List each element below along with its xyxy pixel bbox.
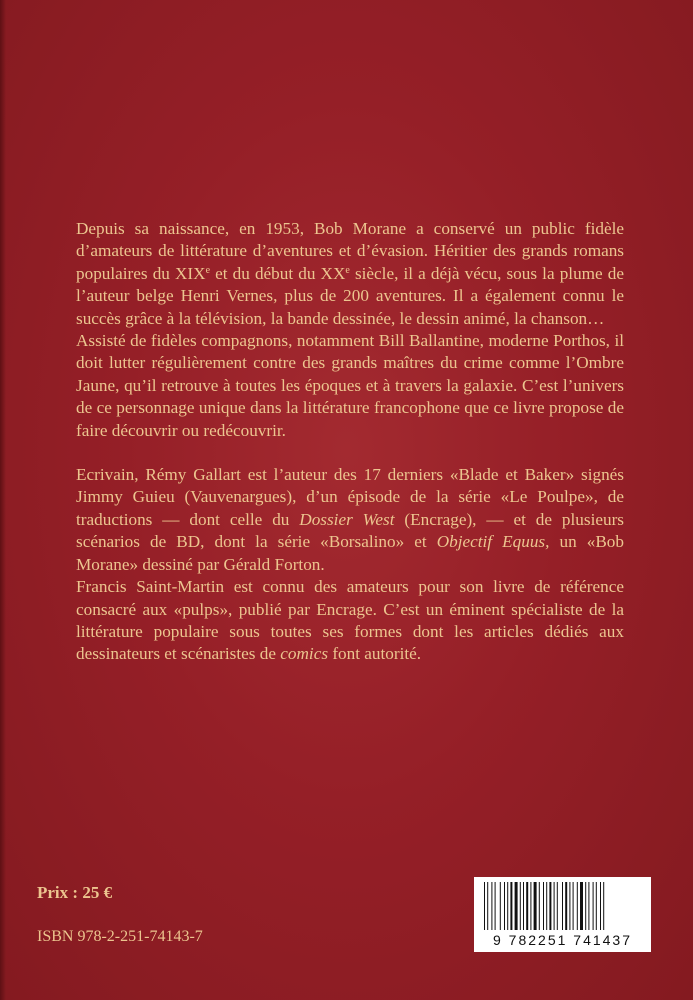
intro-text-1: Depuis sa naissance, en 1953, Bob Morane a conservé un public fidèle d’amateurs de littérature d’aventures et d’évasion. Héritier des grands romans populaires du XIX: [76, 219, 624, 283]
paragraph-intro: [76, 218, 624, 330]
barcode-bar: [543, 882, 544, 930]
barcode-bar: [504, 882, 505, 930]
century-superscript-2: e: [345, 264, 350, 276]
barcode-bar: [569, 882, 570, 930]
gallart-text-1: Ecrivain, Rémy Gallart est l’auteur des 17 derniers «Blade et Baker» signés Jimmy Guieu (Vauvenargues), d’un épisode de la série «Le Poulpe», de traductions — dont celle du: [76, 465, 624, 529]
barcode-bar: [546, 882, 547, 930]
saint-martin-comics: comics: [280, 644, 329, 664]
barcode-bar: [510, 882, 512, 930]
barcode-bar: [580, 882, 583, 930]
gallart-text-2: (Encrage), — et de plusieurs scénarios de BD, dont la série «Borsalino» et: [76, 509, 624, 552]
barcode-bar: [500, 882, 501, 930]
barcode-bar: [507, 882, 508, 930]
barcode-bar: [593, 882, 594, 930]
barcode: [474, 877, 651, 952]
barcode-bar: [534, 882, 537, 930]
saint-martin-text-2: font autorité.: [328, 644, 422, 664]
barcode-bar: [557, 882, 558, 930]
barcode-bar: [484, 882, 485, 930]
paragraph-companions: Assisté de fidèles compagnons, notamment Bill Ballantine, moderne Porthos, il doit lutter régulièrement contre des grands maîtres du crime comme l’Ombre Jaune, qu’il retrouve à toutes les époques et à travers la galaxie. C’est l’univers de ce personnage unique dans la littérature francophone que ce livre propose de faire découvrir ou redécouvrir.: [76, 331, 624, 440]
century-superscript-1: e: [205, 264, 211, 276]
gallart-text-3: un «Bob Morane» dessiné par Gérald Forton.: [76, 532, 624, 574]
barcode-bars: [482, 882, 643, 930]
barcode-bar: [588, 882, 589, 930]
barcode-bar: [515, 882, 518, 930]
barcode-bar: [539, 882, 540, 930]
barcode-bar: [573, 882, 574, 930]
intro-text-2: et du début du XX: [210, 263, 346, 283]
barcode-bar: [530, 882, 531, 930]
blurb-text: [76, 218, 624, 666]
barcode-bar: [603, 882, 604, 930]
isbn-label: ISBN 978-2-251-74143-7: [37, 928, 203, 945]
barcode-bar: [565, 882, 567, 930]
barcode-bar: [491, 882, 492, 930]
saint-martin-text-1: Francis Saint-Martin est connu des amateurs pour son livre de référence consacré aux «pulps», publié par Encrage. C’est un éminent spécialiste de la littérature populaire sous toutes ses formes dont les articles dédiés aux dessinateurs et scénaristes de: [76, 577, 624, 664]
barcode-bar: [562, 882, 563, 930]
paragraph-author-saint-martin: [76, 576, 624, 666]
spine-shadow: [0, 0, 6, 1000]
barcode-digits: 9 782251 741437: [493, 932, 632, 948]
barcode-bar: [526, 882, 528, 930]
intro-text-3: siècle, il a déjà vécu, sous la plume de l’auteur belge Henri Vernes, plus de 200 aventures. Il a également connu le succès grâce à la télévision, la bande dessinée, le dessin animé, la chanson…: [76, 263, 624, 328]
paragraph-author-gallart: [76, 464, 624, 576]
barcode-bar: [523, 882, 524, 930]
barcode-bar: [596, 882, 597, 930]
barcode-bar: [585, 882, 586, 930]
price-label: Prix : 25 €: [37, 883, 113, 902]
barcode-bar: [520, 882, 521, 930]
barcode-bar: [577, 882, 578, 930]
barcode-bar: [487, 882, 488, 930]
gallart-title-dossier-west: Dossier West: [299, 509, 395, 529]
barcode-bar: [600, 882, 601, 930]
barcode-bar: [554, 882, 555, 930]
gallart-title-objectif-equus: Objectif Equus,: [436, 532, 550, 552]
barcode-bar: [549, 882, 551, 930]
barcode-bar: [495, 882, 496, 930]
